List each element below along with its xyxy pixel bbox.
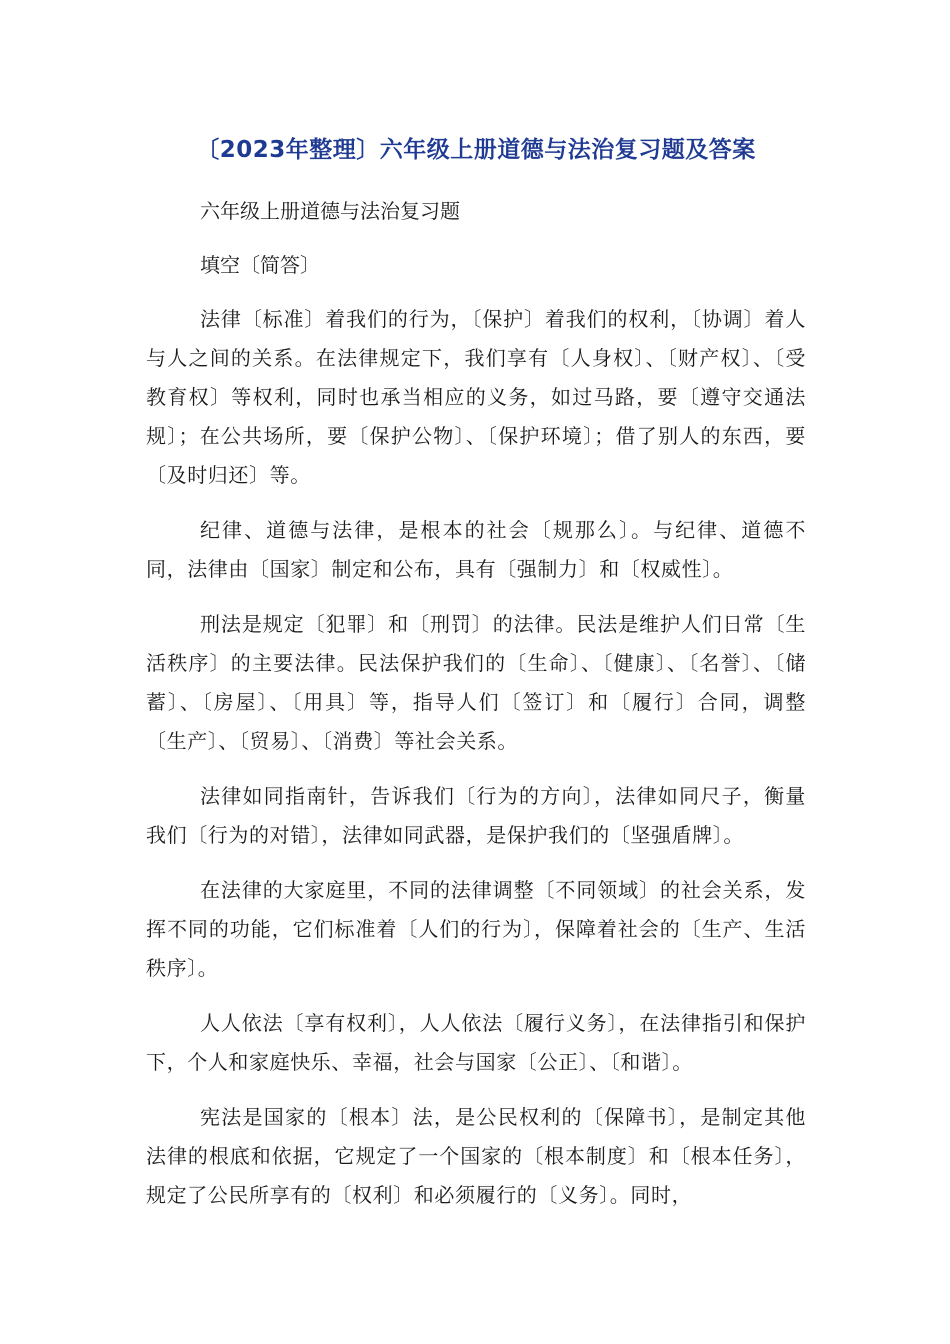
document-title: 〔2023年整理〕六年级上册道德与法治复习题及答案 <box>196 137 756 163</box>
paragraph-law-role: 法律〔标准〕着我们的行为，〔保护〕着我们的权利，〔协调〕着人与人之间的关系。在法律规定下，我们享有〔人身权〕、〔财产权〕、〔受教育权〕等权利，同时也承当相应的义务，如过马路，要〔遵守交通法规〕；在公共场所，要〔保护公物〕、〔保护环境〕；借了别人的东西，要〔及时归还〕等。 <box>146 307 806 487</box>
paragraph-law-family: 在法律的大家庭里，不同的法律调整〔不同领域〕的社会关系，发挥不同的功能，它们标准着〔人们的行为〕，保障着社会的〔生产、生活秩序〕。 <box>146 878 806 980</box>
paragraph-constitution: 宪法是国家的〔根本〕法，是公民权利的〔保障书〕，是制定其他法律的根底和依据，它规定了一个国家的〔根本制度〕和〔根本任务〕，规定了公民所享有的〔权利〕和必须履行的〔义务〕。同时， <box>146 1105 806 1207</box>
paragraph-law-metaphors: 法律如同指南针，告诉我们〔行为的方向〕，法律如同尺子，衡量我们〔行为的对错〕，法律如同武器，是保护我们的〔坚强盾牌〕。 <box>146 784 806 847</box>
document-page <box>146 128 806 1231</box>
document-subtitle: 六年级上册道德与法治复习题 <box>200 199 460 223</box>
section-heading: 填空〔简答〕 <box>200 253 320 277</box>
paragraph-discipline-morality-law: 纪律、道德与法律，是根本的社会〔规那么〕。与纪律、道德不同，法律由〔国家〕制定和公布，具有〔强制力〕和〔权威性〕。 <box>146 518 806 581</box>
paragraph-rights-duties: 人人依法〔享有权利〕，人人依法〔履行义务〕，在法律指引和保护下，个人和家庭快乐、幸福，社会与国家〔公正〕、〔和谐〕。 <box>146 1011 806 1074</box>
paragraph-criminal-civil-law: 刑法是规定〔犯罪〕和〔刑罚〕的法律。民法是维护人们日常〔生活秩序〕的主要法律。民法保护我们的〔生命〕、〔健康〕、〔名誉〕、〔储蓄〕、〔房屋〕、〔用具〕等，指导人们〔签订〕和〔履行〕合同，调整〔生产〕、〔贸易〕、〔消费〕等社会关系。 <box>146 612 806 753</box>
